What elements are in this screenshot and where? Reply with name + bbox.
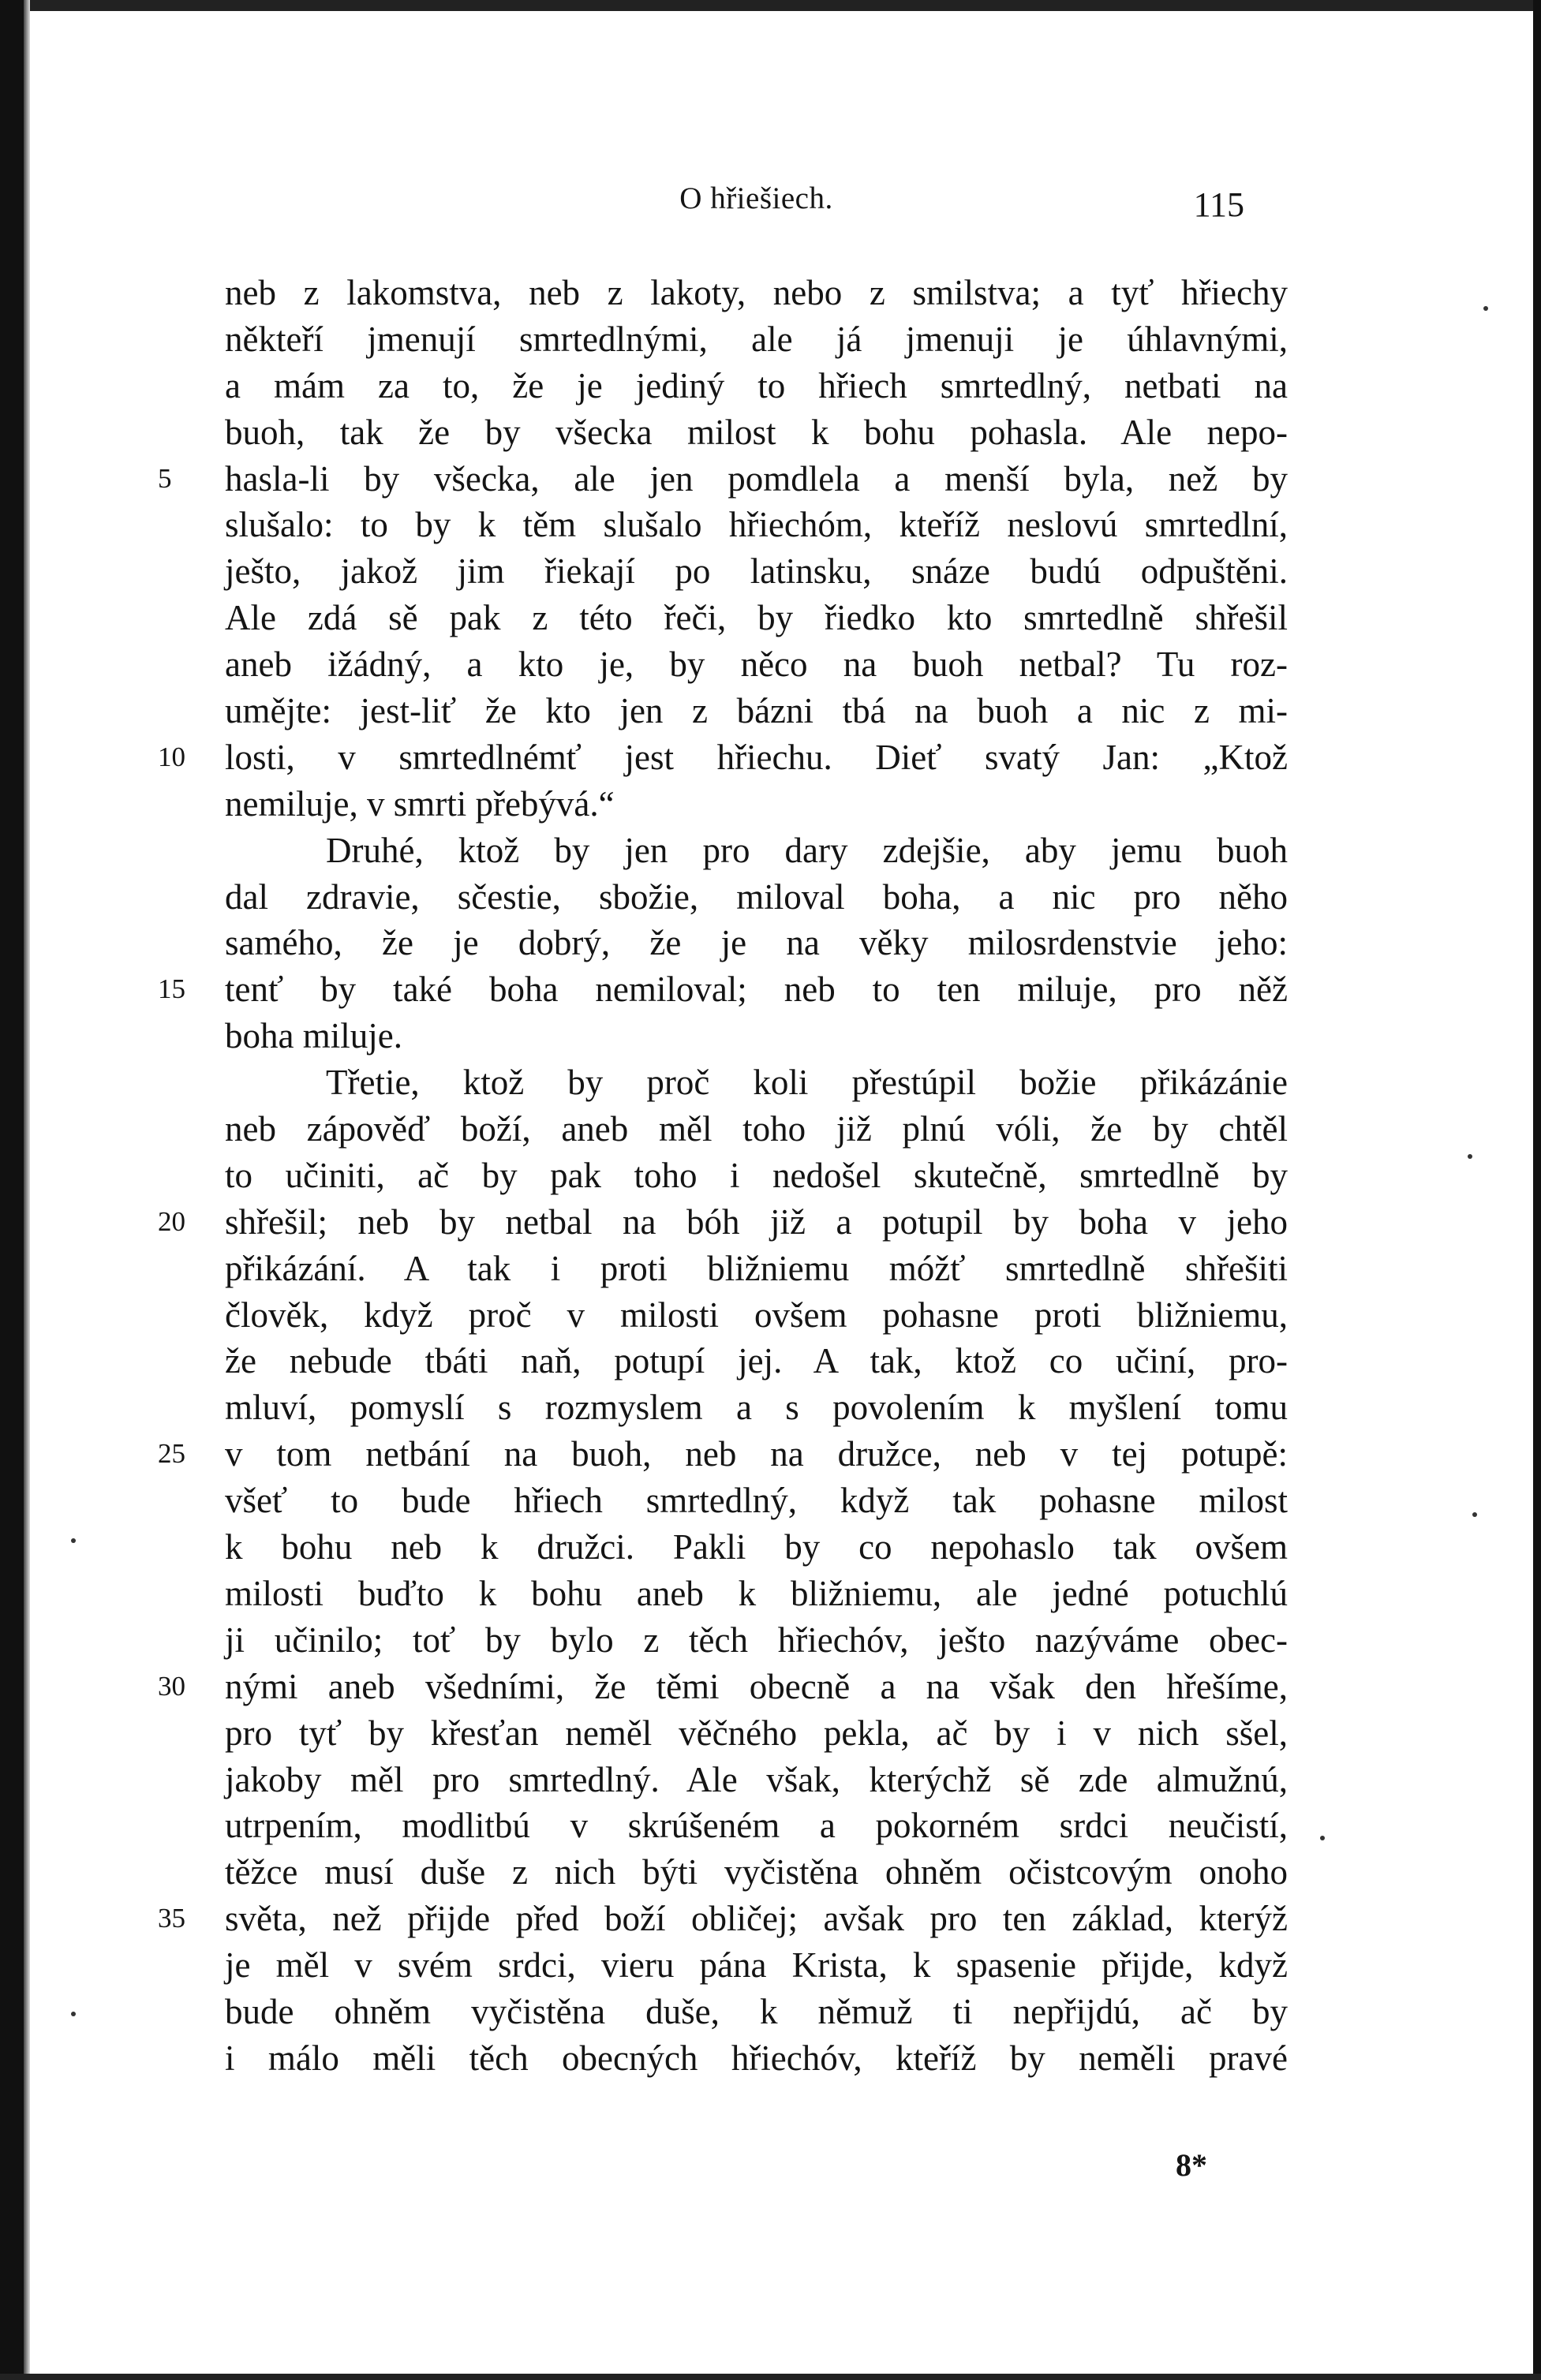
line-text: ji učinilo; toť by bylo z těch hřiechóv, ješto nazýváme obec- bbox=[225, 1620, 1288, 1660]
line-text: milosti buďto k bohu aneb k bližniemu, ale jedné potuchlú bbox=[225, 1573, 1288, 1613]
line-text: i málo měli těch obecných hřiechóv, kteříž by neměli pravé bbox=[225, 2038, 1288, 2078]
text-line bbox=[225, 828, 1288, 874]
line-text: přikázání. A tak i proti bližniemu móžť smrtedlně shřešiti bbox=[225, 1248, 1288, 1288]
running-title: O hřiešiech. bbox=[679, 181, 833, 215]
line-text: neb zápověď boží, aneb měl toho již plnú vóli, že by chtěl bbox=[225, 1109, 1288, 1149]
text-line bbox=[225, 781, 1288, 828]
body-text bbox=[158, 270, 1288, 2082]
line-text: dal zdravie, sčestie, sbožie, miloval boha, a nic pro něho bbox=[225, 876, 1288, 917]
text-line bbox=[225, 1246, 1288, 1292]
line-text: nými aneb všedními, že těmi obecně a na však den hřešíme, bbox=[225, 1666, 1288, 1706]
line-text: pro tyť by křesťan neměl věčného pekla, ač by i v nich sšel, bbox=[225, 1713, 1288, 1753]
line-text: Třetie, ktož by proč koli přestúpil božie přikázánie bbox=[326, 1063, 1288, 1103]
scan-speck bbox=[71, 2012, 76, 2016]
line-text: losti, v smrtedlnémť jest hřiechu. Dieť svatý Jan: „Ktož bbox=[225, 737, 1288, 777]
line-text: utrpením, modlitbú v skrúšeném a pokorném srdci neučistí, bbox=[225, 1806, 1288, 1846]
text-line bbox=[225, 1803, 1288, 1849]
line-text: těžce musí duše z nich býti vyčistěna ohněm očistcovým onoho bbox=[225, 1852, 1288, 1892]
text-line bbox=[158, 456, 1288, 503]
text-line bbox=[158, 966, 1288, 1013]
line-text: neb z lakomstva, neb z lakoty, nebo z smilstva; a tyť hřiechy bbox=[225, 273, 1288, 312]
line-text: v tom netbání na buoh, neb na družce, neb v tej potupě: bbox=[225, 1434, 1288, 1474]
line-text: bude ohněm vyčistěna duše, k němuž ti nepřijdú, ač by bbox=[225, 1991, 1288, 2031]
scan-border-bottom bbox=[0, 2374, 1541, 2380]
text-line bbox=[225, 1338, 1288, 1384]
text-line bbox=[225, 363, 1288, 409]
line-number: 15 bbox=[158, 973, 185, 1005]
text-line bbox=[225, 1757, 1288, 1803]
scan-border-top bbox=[0, 0, 1541, 11]
line-number: 35 bbox=[158, 1903, 185, 1934]
text-line bbox=[225, 1617, 1288, 1664]
text-line bbox=[158, 734, 1288, 781]
text-line bbox=[158, 1896, 1288, 1942]
scan-speck bbox=[71, 1538, 76, 1543]
scan-speck bbox=[1472, 1512, 1477, 1517]
line-text: boha miluje. bbox=[225, 1016, 402, 1056]
text-line bbox=[225, 1710, 1288, 1757]
line-number: 20 bbox=[158, 1205, 185, 1237]
text-line bbox=[225, 874, 1288, 921]
line-text: umějte: jest-liť že kto jen z bázni tbá na buoh a nic z mi- bbox=[225, 691, 1288, 731]
scan-border-right bbox=[1533, 0, 1541, 2380]
text-line bbox=[225, 1384, 1288, 1431]
line-number: 5 bbox=[158, 462, 172, 494]
line-number: 30 bbox=[158, 1670, 185, 1702]
line-text: všeť to bude hřiech smrtedlný, když tak pohasne milost bbox=[225, 1481, 1288, 1521]
text-line bbox=[158, 1431, 1288, 1478]
text-line bbox=[225, 548, 1288, 595]
page-number: 115 bbox=[1193, 185, 1244, 224]
text-line bbox=[225, 1989, 1288, 2035]
line-text: člověk, když proč v milosti ovšem pohasne proti bližniemu, bbox=[225, 1295, 1288, 1335]
scan-border-left bbox=[0, 0, 24, 2380]
text-line bbox=[225, 270, 1288, 316]
line-number: 10 bbox=[158, 741, 185, 772]
line-text: buoh, tak že by všecka milost k bohu pohasla. Ale nepo- bbox=[225, 412, 1288, 452]
text-line bbox=[225, 1571, 1288, 1617]
line-text: slušalo: to by k těm slušalo hřiechóm, kteříž neslovú smrtedlní, bbox=[225, 505, 1288, 545]
line-text: světa, než přijde před boží obličej; avšak pro ten základ, kterýž bbox=[225, 1899, 1288, 1939]
text-line bbox=[158, 1199, 1288, 1246]
line-text: že nebude tbáti naň, potupí jej. A tak, ktož co učiní, pro- bbox=[225, 1341, 1288, 1381]
line-text: Druhé, ktož by jen pro dary zdejšie, aby jemu buoh bbox=[326, 830, 1288, 870]
text-line bbox=[225, 595, 1288, 641]
text-line bbox=[158, 1664, 1288, 1710]
line-text: samého, že je dobrý, že je na věky milosrdenstvie jeho: bbox=[225, 923, 1288, 963]
text-line bbox=[225, 920, 1288, 966]
text-line bbox=[225, 502, 1288, 548]
text-line bbox=[225, 1059, 1288, 1106]
signature-mark: 8* bbox=[1176, 2147, 1207, 2183]
text-line bbox=[225, 1478, 1288, 1524]
line-text: někteří jmenují smrtedlnými, ale já jmenuji je úhlavnými, bbox=[225, 319, 1288, 359]
line-text: a mám za to, že je jediný to hřiech smrtedlný, netbati na bbox=[225, 365, 1288, 405]
text-line bbox=[225, 1524, 1288, 1571]
scan-speck bbox=[1320, 1836, 1325, 1840]
text-line bbox=[225, 1942, 1288, 1989]
scan-speck bbox=[1468, 1154, 1472, 1159]
running-head bbox=[225, 175, 1288, 222]
scan-speck bbox=[1483, 306, 1488, 311]
page-gutter-shadow bbox=[24, 0, 30, 2380]
text-line bbox=[225, 409, 1288, 456]
line-text: jakoby měl pro smrtedlný. Ale však, kterýchž sě zde almužnú, bbox=[225, 1759, 1288, 1799]
text-line bbox=[225, 1013, 1288, 1059]
text-line bbox=[225, 1292, 1288, 1339]
line-text: ješto, jakož jim řiekají po latinsku, snáze budú odpuštěni. bbox=[225, 551, 1288, 592]
text-line bbox=[225, 316, 1288, 363]
line-text: tenť by také boha nemiloval; neb to ten miluje, pro něž bbox=[225, 970, 1288, 1010]
line-text: shřešil; neb by netbal na bóh již a potupil by boha v jeho bbox=[225, 1201, 1288, 1242]
line-text: je měl v svém srdci, vieru pána Krista, k spasenie přijde, když bbox=[225, 1945, 1288, 1986]
text-line bbox=[225, 688, 1288, 734]
text-line bbox=[225, 1849, 1288, 1896]
text-line bbox=[225, 1106, 1288, 1153]
line-text: mluví, pomyslí s rozmyslem a s povolením k myšlení tomu bbox=[225, 1388, 1288, 1428]
text-line bbox=[225, 641, 1288, 688]
line-text: k bohu neb k družci. Pakli by co nepohaslo tak ovšem bbox=[225, 1527, 1288, 1567]
line-text: nemiluje, v smrti přebývá.“ bbox=[225, 783, 615, 824]
text-line bbox=[225, 1153, 1288, 1199]
line-text: to učiniti, ač by pak toho i nedošel skutečně, smrtedlně by bbox=[225, 1155, 1288, 1195]
line-text: hasla-li by všecka, ale jen pomdlela a menší byla, než by bbox=[225, 458, 1288, 499]
line-number: 25 bbox=[158, 1438, 185, 1470]
line-text: Ale zdá sě pak z této řeči, by řiedko kto smrtedlně shřešil bbox=[225, 598, 1288, 638]
text-line bbox=[225, 2035, 1288, 2082]
line-text: aneb ižádný, a kto je, by něco na buoh netbal? Tu roz- bbox=[225, 645, 1288, 685]
